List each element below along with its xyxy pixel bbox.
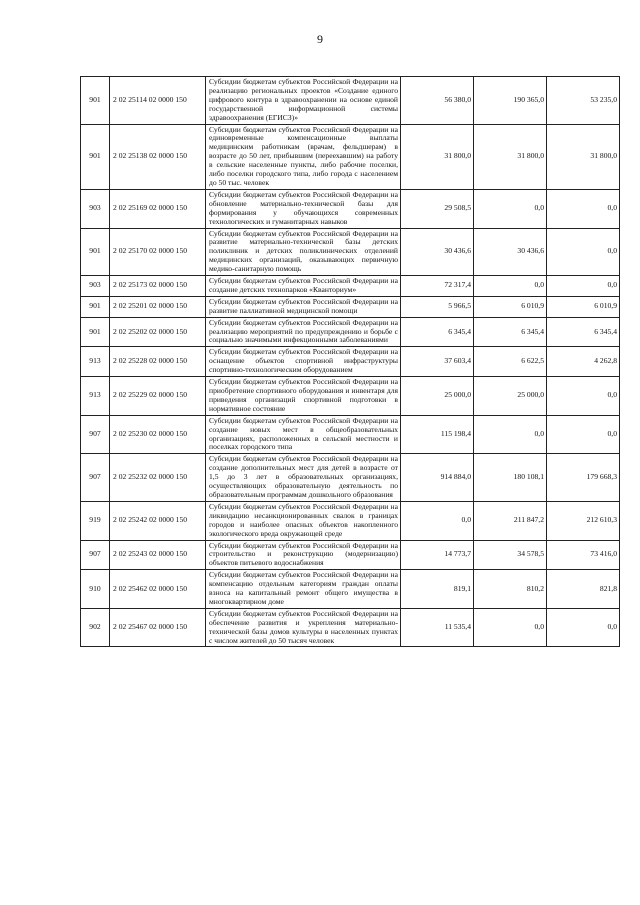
budget-code-cell: 2 02 25202 02 0000 150 [110,317,206,347]
amount-year-2-cell: 0,0 [474,608,547,647]
admin-code-cell: 901 [81,317,110,347]
admin-code-cell: 901 [81,124,110,189]
amount-year-3-cell: 0,0 [547,276,620,297]
revenue-name-cell: Субсидии бюджетам субъектов Российской Федерации на строительство и реконструкцию (модернизацию) объектов питьевого водоснабжения [206,540,401,570]
revenue-name-cell: Субсидии бюджетам субъектов Российской Федерации на компенсацию отдельным категориям граждан оплаты взноса на капитальный ремонт общего имущества в многоквартирном доме [206,570,401,609]
admin-code-cell: 903 [81,276,110,297]
budget-code-cell: 2 02 25169 02 0000 150 [110,189,206,228]
admin-code-cell: 903 [81,189,110,228]
amount-year-2-cell: 211 847,2 [474,501,547,540]
amount-year-3-cell: 6 010,9 [547,296,620,317]
amount-year-3-cell: 6 345,4 [547,317,620,347]
admin-code-cell: 913 [81,377,110,416]
amount-year-1-cell: 72 317,4 [401,276,474,297]
budget-table [80,76,620,647]
amount-year-2-cell: 0,0 [474,276,547,297]
table-row [81,77,620,125]
amount-year-3-cell: 53 235,0 [547,77,620,125]
amount-year-2-cell: 190 365,0 [474,77,547,125]
budget-code-cell: 2 02 25201 02 0000 150 [110,296,206,317]
revenue-name-cell: Субсидии бюджетам субъектов Российской Федерации на развитие материально-технической базы детских поликлиник и детских поликлинических отделений медицинских организаций, оказывающих первичную медико-санитарную помощь [206,228,401,276]
admin-code-cell: 913 [81,347,110,377]
admin-code-cell: 910 [81,570,110,609]
budget-code-cell: 2 02 25228 02 0000 150 [110,347,206,377]
table-row [81,415,620,454]
amount-year-2-cell: 6 010,9 [474,296,547,317]
table-row [81,540,620,570]
budget-code-cell: 2 02 25114 02 0000 150 [110,77,206,125]
amount-year-1-cell: 6 345,4 [401,317,474,347]
amount-year-1-cell: 14 773,7 [401,540,474,570]
amount-year-1-cell: 115 198,4 [401,415,474,454]
revenue-name-cell: Субсидии бюджетам субъектов Российской Федерации на ликвидацию несанкционированных свалок в границах городов и наиболее опасных объектов накопленного экологического вреда окружающей среде [206,501,401,540]
budget-code-cell: 2 02 25243 02 0000 150 [110,540,206,570]
amount-year-1-cell: 56 380,0 [401,77,474,125]
revenue-name-cell: Субсидии бюджетам субъектов Российской Федерации на реализацию мероприятий по предупреждению и борьбе с социально значимыми инфекционными заболеваниями [206,317,401,347]
amount-year-2-cell: 810,2 [474,570,547,609]
amount-year-3-cell: 0,0 [547,189,620,228]
revenue-name-cell: Субсидии бюджетам субъектов Российской Федерации на реализацию региональных проектов «Создание единого цифрового контура в здравоохранении на основе единой государственной информационной системы здравоохранения (ЕГИСЗ)» [206,77,401,125]
budget-code-cell: 2 02 25467 02 0000 150 [110,608,206,647]
amount-year-2-cell: 31 800,0 [474,124,547,189]
revenue-name-cell: Субсидии бюджетам субъектов Российской Федерации на создание дополнительных мест для детей в возрасте от 1,5 до 3 лет в образовательных организациях, осуществляющих образовательную деятельность по образовательным программам дошкольного образования [206,454,401,502]
amount-year-3-cell: 212 610,3 [547,501,620,540]
budget-code-cell: 2 02 25138 02 0000 150 [110,124,206,189]
admin-code-cell: 907 [81,454,110,502]
table-row [81,189,620,228]
table-row [81,124,620,189]
amount-year-1-cell: 11 535,4 [401,608,474,647]
amount-year-3-cell: 0,0 [547,608,620,647]
table-row [81,570,620,609]
table-row [81,377,620,416]
revenue-name-cell: Субсидии бюджетам субъектов Российской Федерации на единовременные компенсационные выплаты медицинским работникам (врачам, фельдшерам) в возрасте до 50 лет, прибывшим (переехавшим) на работу в сельские населенные пункты, либо рабочие поселки, либо поселки городского типа, либо города с населением до 50 тыс. человек [206,124,401,189]
amount-year-1-cell: 914 884,0 [401,454,474,502]
revenue-name-cell: Субсидии бюджетам субъектов Российской Федерации на оснащение объектов спортивной инфраструктуры спортивно-технологическим оборудованием [206,347,401,377]
amount-year-3-cell: 0,0 [547,415,620,454]
amount-year-1-cell: 37 603,4 [401,347,474,377]
table-row [81,347,620,377]
table-row [81,276,620,297]
table-row [81,501,620,540]
budget-code-cell: 2 02 25173 02 0000 150 [110,276,206,297]
revenue-name-cell: Субсидии бюджетам субъектов Российской Федерации на развитие паллиативной медицинской помощи [206,296,401,317]
amount-year-2-cell: 34 578,5 [474,540,547,570]
amount-year-3-cell: 0,0 [547,377,620,416]
amount-year-1-cell: 0,0 [401,501,474,540]
amount-year-3-cell: 73 416,0 [547,540,620,570]
budget-code-cell: 2 02 25462 02 0000 150 [110,570,206,609]
revenue-name-cell: Субсидии бюджетам субъектов Российской Федерации на обеспечение развития и укрепления материально-технической базы домов культуры в населенных пунктах с числом жителей до 50 тысяч человек [206,608,401,647]
amount-year-3-cell: 4 262,8 [547,347,620,377]
admin-code-cell: 907 [81,540,110,570]
budget-code-cell: 2 02 25229 02 0000 150 [110,377,206,416]
budget-code-cell: 2 02 25170 02 0000 150 [110,228,206,276]
page-number: 9 [317,32,323,46]
table-row [81,608,620,647]
admin-code-cell: 902 [81,608,110,647]
amount-year-2-cell: 6 345,4 [474,317,547,347]
amount-year-2-cell: 180 108,1 [474,454,547,502]
table-row [81,296,620,317]
amount-year-3-cell: 821,8 [547,570,620,609]
budget-code-cell: 2 02 25230 02 0000 150 [110,415,206,454]
amount-year-1-cell: 5 966,5 [401,296,474,317]
revenue-name-cell: Субсидии бюджетам субъектов Российской Федерации на создание новых мест в общеобразовательных организациях, расположенных в сельской местности и поселках городского типа [206,415,401,454]
revenue-name-cell: Субсидии бюджетам субъектов Российской Федерации на приобретение спортивного оборудования и инвентаря для приведения организаций спортивной подготовки в нормативное состояние [206,377,401,416]
admin-code-cell: 919 [81,501,110,540]
admin-code-cell: 901 [81,77,110,125]
budget-code-cell: 2 02 25242 02 0000 150 [110,501,206,540]
table-row [81,454,620,502]
revenue-name-cell: Субсидии бюджетам субъектов Российской Федерации на создание детских технопарков «Кванториум» [206,276,401,297]
amount-year-2-cell: 6 622,5 [474,347,547,377]
revenue-name-cell: Субсидии бюджетам субъектов Российской Федерации на обновление материально-технической базы для формирования у обучающихся современных технологических и гуманитарных навыков [206,189,401,228]
table-row [81,228,620,276]
amount-year-2-cell: 25 000,0 [474,377,547,416]
amount-year-2-cell: 30 436,6 [474,228,547,276]
amount-year-3-cell: 0,0 [547,228,620,276]
admin-code-cell: 907 [81,415,110,454]
admin-code-cell: 901 [81,296,110,317]
table-row [81,317,620,347]
amount-year-1-cell: 30 436,6 [401,228,474,276]
budget-code-cell: 2 02 25232 02 0000 150 [110,454,206,502]
amount-year-1-cell: 819,1 [401,570,474,609]
table-body [81,77,620,647]
amount-year-2-cell: 0,0 [474,415,547,454]
amount-year-1-cell: 31 800,0 [401,124,474,189]
amount-year-2-cell: 0,0 [474,189,547,228]
amount-year-1-cell: 29 508,5 [401,189,474,228]
admin-code-cell: 901 [81,228,110,276]
amount-year-3-cell: 179 668,3 [547,454,620,502]
amount-year-1-cell: 25 000,0 [401,377,474,416]
amount-year-3-cell: 31 800,0 [547,124,620,189]
